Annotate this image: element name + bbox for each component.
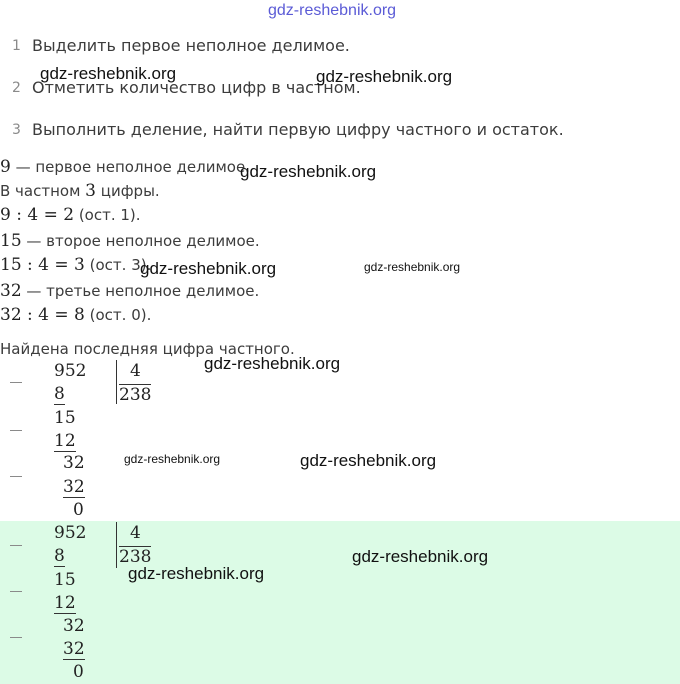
subtrahend-2: 12 — [54, 593, 76, 613]
minus-sign — [10, 637, 22, 638]
step-2-number: 2 — [12, 80, 21, 96]
division-vertical-bar — [116, 522, 117, 568]
division-1-remainder: (ост. 1). — [78, 206, 141, 224]
line-second-partial-text: — второе неполное делимое. — [21, 232, 260, 250]
watermark-2: gdz-reshebnik.org — [316, 67, 453, 86]
division-3-expression: 32 : 4 = 8 — [0, 305, 85, 325]
division-2-remainder: (ост. 3). — [89, 256, 152, 274]
division-3-remainder: (ост. 0). — [89, 306, 152, 324]
line-digit-count-pre: В частном — [0, 182, 86, 200]
divisor: 4 — [130, 361, 141, 381]
step-3-number: 3 — [12, 122, 21, 138]
step-3-text: Выполнить деление, найти первую цифру частного и остаток. — [32, 120, 564, 139]
minus-sign — [10, 545, 22, 546]
line-division-3 — [0, 305, 151, 325]
minus-sign — [10, 591, 22, 592]
division-2-expression: 15 : 4 = 3 — [0, 255, 85, 275]
line-division-1 — [0, 205, 141, 225]
watermark-3: gdz-reshebnik.org — [240, 162, 377, 181]
watermark-8: gdz-reshebnik.org — [300, 451, 437, 470]
line-first-partial-text: — первое неполное делимое. — [10, 158, 250, 176]
watermark-10: gdz-reshebnik.org — [128, 564, 265, 583]
partial-dividend-3: 32 — [63, 453, 85, 473]
dividend: 952 — [54, 523, 87, 543]
dividend: 952 — [54, 361, 87, 381]
watermark-1: gdz-reshebnik.org — [40, 64, 177, 83]
divisor: 4 — [130, 523, 141, 543]
step-1-number: 1 — [12, 38, 21, 54]
division-vertical-bar — [116, 360, 117, 404]
subtrahend-1: 8 — [54, 546, 65, 566]
line-third-partial — [0, 281, 259, 301]
watermark-9: gdz-reshebnik.org — [352, 547, 489, 566]
subtrahend-1: 8 — [54, 384, 65, 404]
subtrahend-3: 32 — [63, 477, 85, 497]
remainder: 0 — [73, 500, 84, 520]
line-digit-count-number: 3 — [85, 181, 96, 201]
watermark-4: gdz-reshebnik.org — [140, 259, 277, 278]
line-first-partial — [0, 157, 250, 177]
minus-sign — [10, 430, 22, 431]
line-first-partial-number: 9 — [0, 157, 11, 177]
division-1-expression: 9 : 4 = 2 — [0, 205, 75, 225]
watermark-6: gdz-reshebnik.org — [204, 354, 341, 373]
line-digit-count — [0, 181, 160, 201]
line-division-2 — [0, 255, 151, 275]
quotient: 238 — [119, 547, 152, 567]
line-third-partial-number: 32 — [0, 281, 22, 301]
remainder: 0 — [73, 662, 84, 682]
partial-dividend-2: 15 — [54, 408, 76, 428]
watermark-7: gdz-reshebnik.org — [124, 452, 221, 466]
subtrahend-2: 12 — [54, 431, 76, 451]
partial-dividend-3: 32 — [63, 616, 85, 636]
subtrahend-3: 32 — [63, 639, 85, 659]
conclusion-text: Найдена последняя цифра частного. — [0, 340, 295, 358]
answer-highlight-block — [0, 521, 680, 684]
step-2-text: Отметить количество цифр в частном. — [32, 78, 361, 97]
minus-sign — [10, 382, 22, 383]
partial-dividend-2: 15 — [54, 570, 76, 590]
quotient: 238 — [119, 385, 152, 405]
line-second-partial-number: 15 — [0, 231, 22, 251]
watermark-5: gdz-reshebnik.org — [364, 260, 461, 274]
minus-sign — [10, 476, 22, 477]
step-1-text: Выделить первое неполное делимое. — [32, 36, 350, 55]
watermark-top: gdz-reshebnik.org — [268, 2, 397, 19]
line-second-partial — [0, 231, 260, 251]
line-digit-count-post: цифры. — [96, 182, 160, 200]
line-third-partial-text: — третье неполное делимое. — [21, 282, 260, 300]
